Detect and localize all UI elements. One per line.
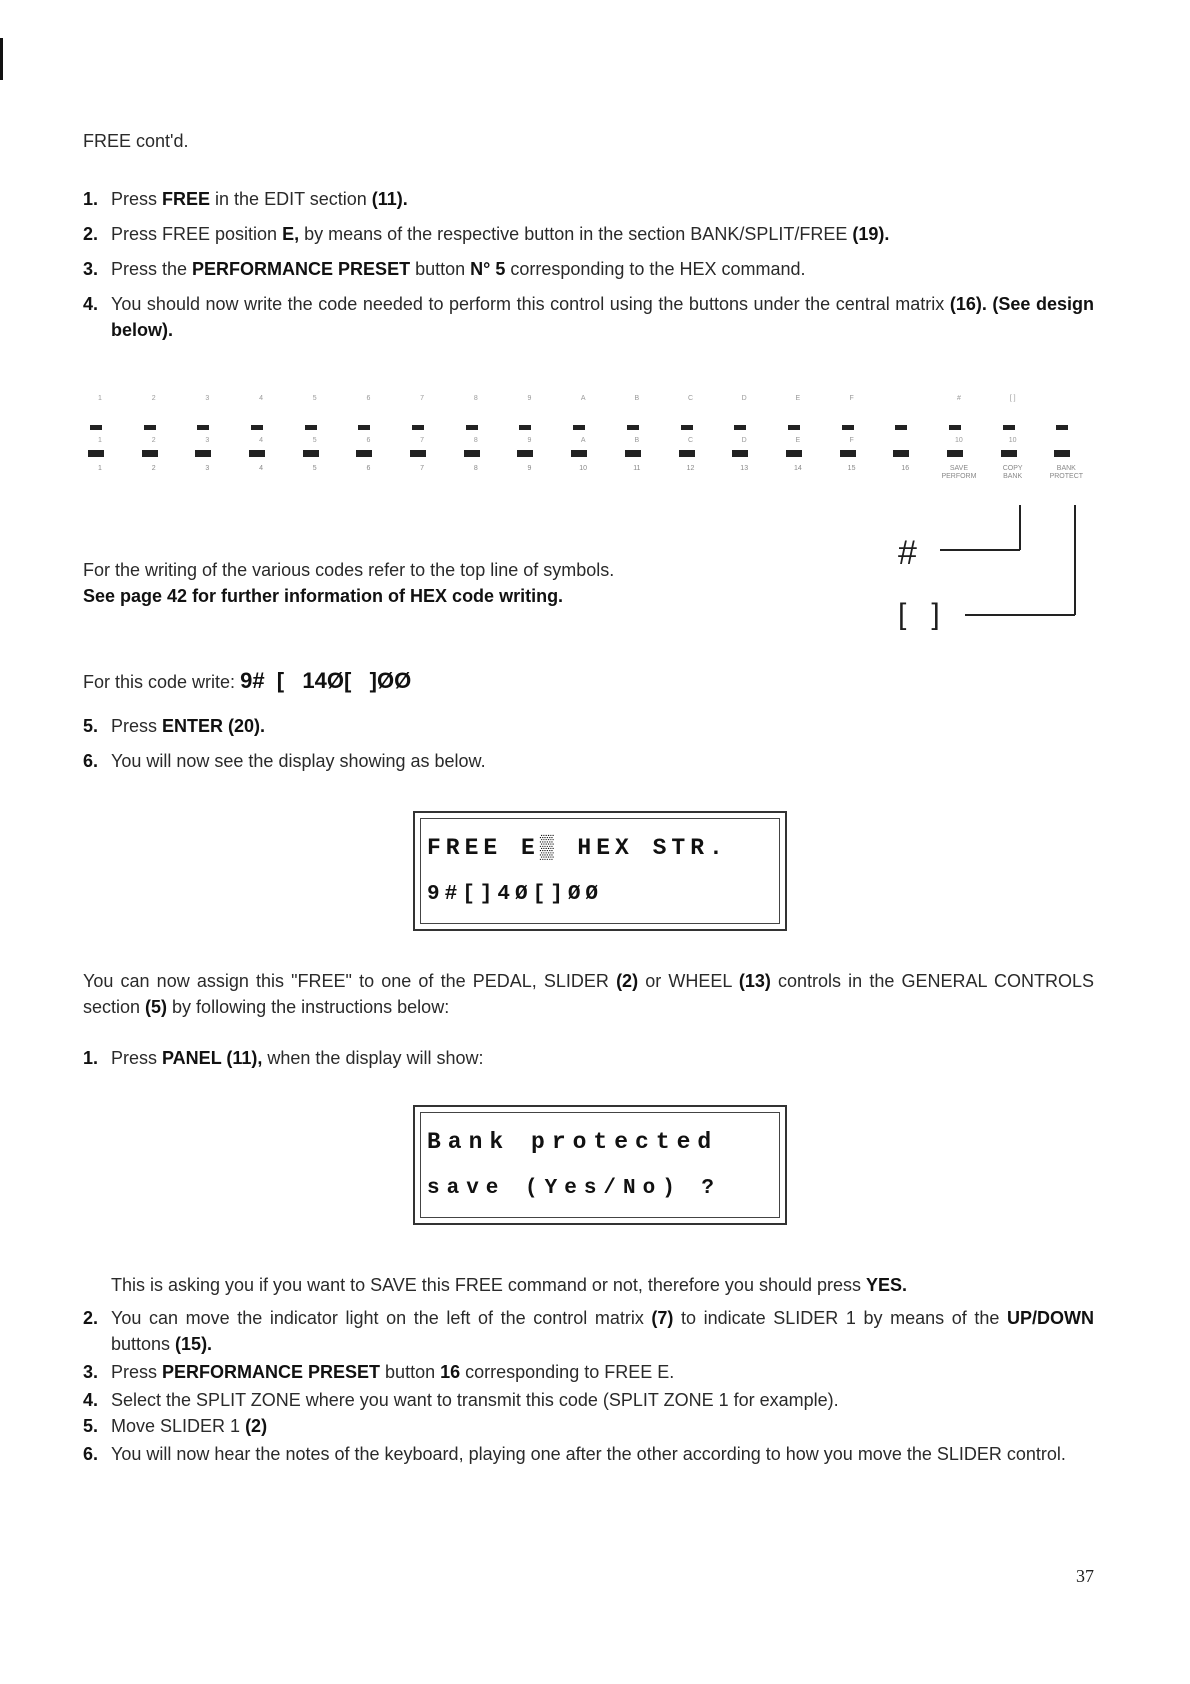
matrix-button-column [187, 395, 227, 495]
text-run: PANEL (11), [162, 1048, 263, 1068]
matrix-button-column [456, 395, 496, 495]
button-number-label: 14 [793, 465, 802, 472]
top-symbol-label: A [580, 395, 586, 402]
matrix-button[interactable] [303, 450, 319, 457]
step-text [111, 1387, 1094, 1413]
step-number: 3. [83, 1362, 99, 1382]
step-number: 3. [83, 259, 99, 279]
step-text [111, 1305, 1094, 1357]
text-run: (5) [145, 997, 168, 1017]
text-run: E, [282, 224, 300, 244]
matrix-button-column [671, 395, 711, 495]
assign-paragraph [83, 968, 1094, 1020]
middle-number-label: 7 [420, 437, 425, 444]
step-text [111, 1359, 1094, 1385]
step-text [111, 1045, 1094, 1071]
matrix-button[interactable] [464, 450, 480, 457]
button-number-label: 15 [847, 465, 856, 472]
lcd-line-1: FREE E▒ HEX STR. [427, 835, 728, 861]
text-run: (11). [371, 189, 408, 209]
lcd-display-bank-protected [413, 1105, 787, 1225]
matrix-led-bar [1003, 425, 1015, 430]
matrix-button-column [778, 395, 818, 495]
step-number: 4. [83, 1390, 99, 1410]
middle-number-label: 8 [473, 437, 478, 444]
top-symbol-label: [ ] [1009, 395, 1016, 402]
matrix-button[interactable] [195, 450, 211, 457]
matrix-button[interactable] [840, 450, 856, 457]
button-number-label: 11 [633, 465, 641, 472]
lcd-line-2: 9#[]4Ø[]ØØ [427, 883, 604, 906]
text-run: You will now see the display showing as below. [111, 751, 486, 771]
middle-number-label: 2 [151, 437, 156, 444]
text-run: (13) [738, 971, 771, 991]
code-instruction [83, 668, 411, 695]
matrix-led-bar [519, 425, 531, 430]
matrix-led-bar [573, 425, 585, 430]
matrix-button-column [1046, 395, 1086, 495]
middle-number-label: B [634, 437, 640, 444]
text-run: UP/DOWN [1007, 1308, 1094, 1328]
middle-number-label: 9 [527, 437, 532, 444]
matrix-button-column [348, 395, 388, 495]
matrix-led-bar [681, 425, 693, 430]
middle-number-label: 5 [312, 437, 317, 444]
top-symbol-label: B [634, 395, 640, 402]
lcd-line-2: save (Yes/No) ? [427, 1177, 722, 1200]
text-run: You will now hear the notes of the keyboard, playing one after the other according to how you move the SLIDER control. [111, 1444, 1066, 1464]
text-run: button [410, 259, 471, 279]
middle-number-label: E [795, 437, 801, 444]
matrix-button[interactable] [947, 450, 963, 457]
matrix-button[interactable] [1054, 450, 1070, 457]
text-run: Select the SPLIT ZONE where you want to transmit this code (SPLIT ZONE 1 for example). [111, 1390, 839, 1410]
matrix-button-column [509, 395, 549, 495]
top-symbol-label: 8 [473, 395, 478, 402]
text-run: (19). [852, 224, 890, 244]
top-symbol-label: 4 [259, 395, 263, 402]
text-run: (16). (See design below). [111, 294, 1094, 340]
button-number-label: 7 [420, 465, 425, 472]
text-run: buttons [111, 1334, 176, 1354]
step-number: 4. [83, 294, 99, 314]
button-number-label: 16 [901, 465, 910, 472]
text-run: This is asking you if you want to SAVE this FREE command or not, therefore you should press [111, 1275, 867, 1295]
matrix-led-bar [949, 425, 961, 430]
step-text [111, 748, 1094, 774]
matrix-button[interactable] [625, 450, 641, 457]
text-run: when the display will show: [262, 1048, 484, 1068]
middle-number-label: D [741, 437, 747, 444]
matrix-button[interactable] [249, 450, 265, 457]
top-symbol-label: 5 [312, 395, 317, 402]
button-number-label: BANK PROTECT [1049, 465, 1084, 480]
matrix-led-bar [842, 425, 854, 430]
matrix-led-bar [895, 425, 907, 430]
matrix-led-bar [1056, 425, 1068, 430]
matrix-led-bar [788, 425, 800, 430]
step-number: 2. [83, 1308, 99, 1328]
text-run: ENTER (20). [162, 716, 266, 736]
matrix-led-bar [305, 425, 317, 430]
note-page-reference: See page 42 for further information of HEX code writing. [83, 586, 564, 606]
step-text [111, 1413, 1094, 1439]
text-run: by following the instructions below: [167, 997, 450, 1017]
matrix-button-column [724, 395, 764, 495]
text-run: Press FREE position [111, 224, 283, 244]
step-number: 5. [83, 1416, 99, 1436]
text-run: N° 5 [470, 259, 506, 279]
matrix-led-bar [734, 425, 746, 430]
top-symbol-label: # [956, 395, 961, 402]
step-number: 1. [83, 189, 99, 209]
matrix-button-column [993, 395, 1033, 495]
text-run: Move SLIDER 1 [111, 1416, 246, 1436]
top-symbol-label: 6 [366, 395, 371, 402]
text-run: by means of the respective button in the section BANK/SPLIT/FREE [299, 224, 853, 244]
matrix-button[interactable] [517, 450, 533, 457]
hash-symbol: # [898, 534, 917, 572]
matrix-led-bar [466, 425, 478, 430]
text-run: PERFORMANCE PRESET [192, 259, 411, 279]
button-number-label: 2 [151, 465, 156, 472]
middle-number-label: 6 [366, 437, 371, 444]
matrix-button-column [241, 395, 281, 495]
top-symbol-label: F [849, 395, 854, 402]
matrix-button[interactable] [142, 450, 158, 457]
step-number: 2. [83, 224, 99, 244]
matrix-button-column [80, 395, 120, 495]
text-run: Press [111, 1362, 163, 1382]
code-prefix: For this code write: [83, 672, 236, 692]
button-number-label: 6 [366, 465, 371, 472]
button-number-label: 9 [527, 465, 532, 472]
matrix-button-column [563, 395, 603, 495]
step-text [111, 186, 1094, 212]
step-number: 6. [83, 1444, 99, 1464]
matrix-button[interactable] [1001, 450, 1017, 457]
text-run: (2) [616, 971, 639, 991]
matrix-button-column [134, 395, 174, 495]
matrix-led-bar [144, 425, 156, 430]
matrix-button-column [832, 395, 872, 495]
text-run: to indicate SLIDER 1 by means of the [673, 1308, 1007, 1328]
top-symbol-label: 9 [527, 395, 532, 402]
button-matrix-diagram [80, 395, 1100, 495]
step-number: 5. [83, 716, 99, 736]
middle-number-label: 10 [955, 437, 963, 444]
lcd-line-1: Bank protected [427, 1129, 719, 1155]
matrix-led-bar [197, 425, 209, 430]
text-run: controls in the GENERAL CONTROLS section [83, 971, 1094, 1017]
text-run: PERFORMANCE PRESET [162, 1362, 381, 1382]
middle-number-label: 3 [205, 437, 210, 444]
matrix-button[interactable] [571, 450, 587, 457]
middle-number-label: F [849, 437, 854, 444]
text-run: 16 [440, 1362, 461, 1382]
button-number-label: 10 [579, 465, 588, 472]
matrix-button-column [939, 395, 979, 495]
button-number-label: 12 [686, 465, 695, 472]
button-number-label: 1 [98, 465, 102, 472]
matrix-button-column [885, 395, 925, 495]
matrix-button[interactable] [410, 450, 426, 457]
step-number: 1. [83, 1048, 99, 1068]
page-number: 37 [1076, 1566, 1094, 1586]
matrix-button[interactable] [893, 450, 909, 457]
middle-number-label: A [580, 437, 586, 444]
top-symbol-label: E [795, 395, 801, 402]
button-number-label: SAVE PERFORM [941, 465, 977, 480]
button-number-label: 8 [473, 465, 478, 472]
asking-paragraph [111, 1272, 1094, 1298]
text-run: Press [111, 1048, 163, 1068]
matrix-button[interactable] [356, 450, 372, 457]
button-number-label: 13 [740, 465, 749, 472]
matrix-button-column [617, 395, 657, 495]
code-value: 9# [ 14Ø[ ]ØØ [240, 668, 412, 693]
text-run: You can now assign this "FREE" to one of the PEDAL, SLIDER [83, 971, 617, 991]
step-text [111, 291, 1094, 343]
step-text [111, 1441, 1094, 1467]
matrix-led-bar [627, 425, 639, 430]
text-run: You can move the indicator light on the left of the control matrix [111, 1308, 652, 1328]
margin-mark [0, 38, 3, 80]
top-symbol-label: D [741, 395, 747, 402]
bracket-symbol: [ ] [898, 598, 940, 631]
text-run: YES. [866, 1275, 908, 1295]
text-run: Press [111, 716, 163, 736]
button-number-label: 3 [205, 465, 210, 472]
button-number-label: COPY BANK [1002, 465, 1023, 480]
text-run: FREE [162, 189, 211, 209]
top-symbol-label: 1 [98, 395, 102, 402]
step-text [111, 713, 1094, 739]
note-top-line: For the writing of the various codes refer to the top line of symbols. [83, 560, 615, 580]
text-run: (15). [175, 1334, 213, 1354]
lcd-inner-frame [420, 818, 780, 924]
matrix-led-bar [90, 425, 102, 430]
text-run: button [380, 1362, 441, 1382]
lcd-inner-frame [420, 1112, 780, 1218]
lcd-display-free [413, 811, 787, 931]
top-symbol-label: 3 [205, 395, 210, 402]
matrix-button[interactable] [88, 450, 104, 457]
text-run: Press [111, 189, 163, 209]
middle-number-label: C [687, 437, 694, 444]
matrix-led-bar [358, 425, 370, 430]
matrix-button[interactable] [786, 450, 802, 457]
text-run: (7) [651, 1308, 674, 1328]
step-number: 6. [83, 751, 99, 771]
matrix-button[interactable] [732, 450, 748, 457]
continuation-header: FREE cont'd. [83, 131, 189, 151]
text-run: (2) [245, 1416, 268, 1436]
middle-number-label: 1 [98, 437, 102, 444]
text-run: Press the [111, 259, 193, 279]
button-number-label: 4 [259, 465, 263, 472]
matrix-led-bar [251, 425, 263, 430]
middle-number-label: 4 [259, 437, 263, 444]
text-run: You should now write the code needed to perform this control using the buttons under the central matrix [111, 294, 950, 314]
step-text [111, 256, 1094, 282]
top-symbol-label: 7 [420, 395, 425, 402]
matrix-led-bar [412, 425, 424, 430]
button-number-label: 5 [312, 465, 317, 472]
text-run: in the EDIT section [210, 189, 372, 209]
middle-number-label: 10 [1008, 437, 1017, 444]
top-symbol-label: C [687, 395, 694, 402]
step-text [111, 221, 1094, 247]
matrix-button-column [402, 395, 442, 495]
top-symbol-label: 2 [151, 395, 156, 402]
matrix-button-column [295, 395, 335, 495]
text-run: or WHEEL [638, 971, 739, 991]
text-run: corresponding to the HEX command. [505, 259, 806, 279]
matrix-button[interactable] [679, 450, 695, 457]
text-run: corresponding to FREE E. [460, 1362, 675, 1382]
